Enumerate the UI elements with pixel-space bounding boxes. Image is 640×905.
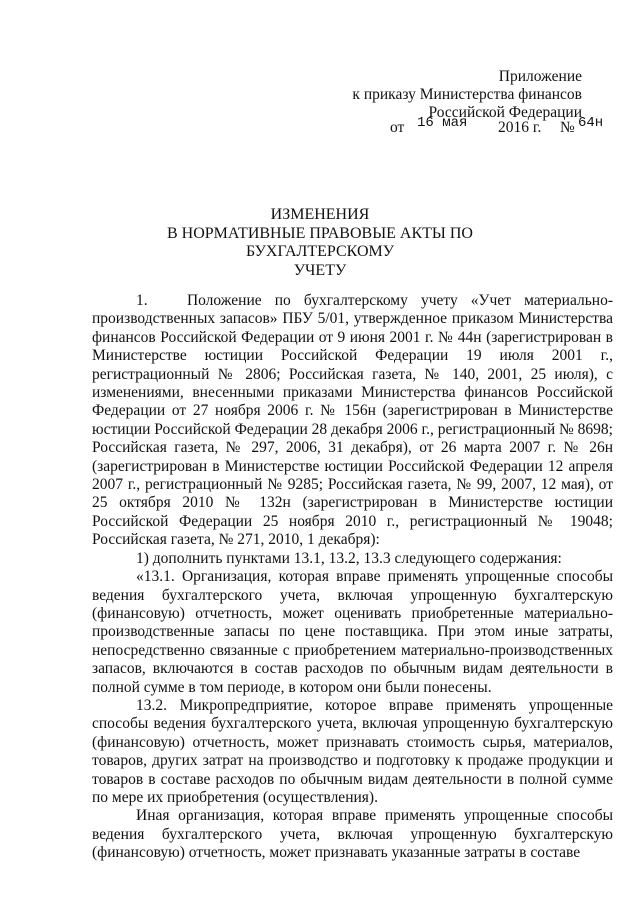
paragraph-4: 13.2. Микропредприятие, которое вправе применять упрощенные способы ведения бухгалтерского учета, включая упрощенную бухгалтерскую (финансовую) отчетность, может признавать стоимость сырья, материалов, товаров, других затрат на производство и подготовку к продаже продукции и товаров в составе расходов по обычным видам деятельности в полной сумме по мере их приобретения (осуществления).	[92, 696, 613, 806]
title-line-2: В НОРМАТИВНЫЕ ПРАВОВЫЕ АКТЫ ПО БУХГАЛТЕРСКОМУ	[167, 224, 473, 260]
title-line-1: ИЗМЕНЕНИЯ	[270, 206, 370, 223]
appendix-header	[322, 68, 582, 122]
order-date-number	[390, 115, 604, 139]
paragraph-5: Иная организация, которая вправе применять упрощенные способы ведения бухгалтерского учета, включая упрощенную бухгалтерскую (финансовую) отчетность, может признавать указанные затраты в составе	[92, 807, 613, 862]
order-date: 16 мая	[417, 115, 468, 131]
from-label: от	[390, 119, 405, 136]
document-body	[92, 292, 613, 863]
title-line-3: УЧЕТУ	[293, 261, 347, 279]
paragraph-2: 1) дополнить пунктами 13.1, 13.2, 13.3 следующего содержания:	[136, 549, 562, 567]
appendix-label: Приложение	[498, 68, 582, 85]
order-year: 2016 г.	[498, 119, 542, 136]
paragraph-1: 1. Положение по бухгалтерскому учету «Учет материально-производственных запасов» ПБУ 5/01, утвержденное приказом Министерства финансов Российской Федерации от 9 июня 2001 г. № 44н (зарегистрирован в Министерстве юстиции Российской Федерации 19 июля 2001 г., регистрационный № 2806; Российская газета, № 140, 2001, 25 июля), с изменениями, внесенными приказами Министерства финансов Российской Федерации от 27 ноября 2006 г. № 156н (зарегистрирован в Министерстве юстиции Российской Федерации 28 декабря 2006 г., регистрационный № 8698; Российская газета, № 297, 2006, 31 декабря), от 26 марта 2007 г. № 26н (зарегистрирован в Министерстве юстиции Российской Федерации 12 апреля 2007 г., регистрационный № 9285; Российская газета, № 99, 2007, 12 мая), от 25 октября 2010 № 132н (зарегистрирован в Министерстве юстиции Российской Федерации 25 ноября 2010 г., регистрационный № 19048; Российская газета, № 271, 2010, 1 декабря):	[92, 292, 613, 549]
paragraph-3: «13.1. Организация, которая вправе применять упрощенные способы ведения бухгалтерского учета, включая упрощенную бухгалтерскую (финансовую) отчетность, может оценивать приобретенные материально-производственные запасы по цене поставщика. При этом иные затраты, непосредственно связанные с приобретением материально-производственных запасов, включаются в состав расходов по обычным видам деятельности в полной сумме в том периоде, в котором они были понесены.	[92, 568, 613, 696]
number-label: №	[560, 119, 575, 136]
federation-label: Российской Федерации	[428, 104, 582, 121]
document-title	[95, 206, 545, 280]
order-reference: к приказу Министерства финансов	[352, 86, 582, 103]
order-number: 64н	[578, 115, 604, 131]
